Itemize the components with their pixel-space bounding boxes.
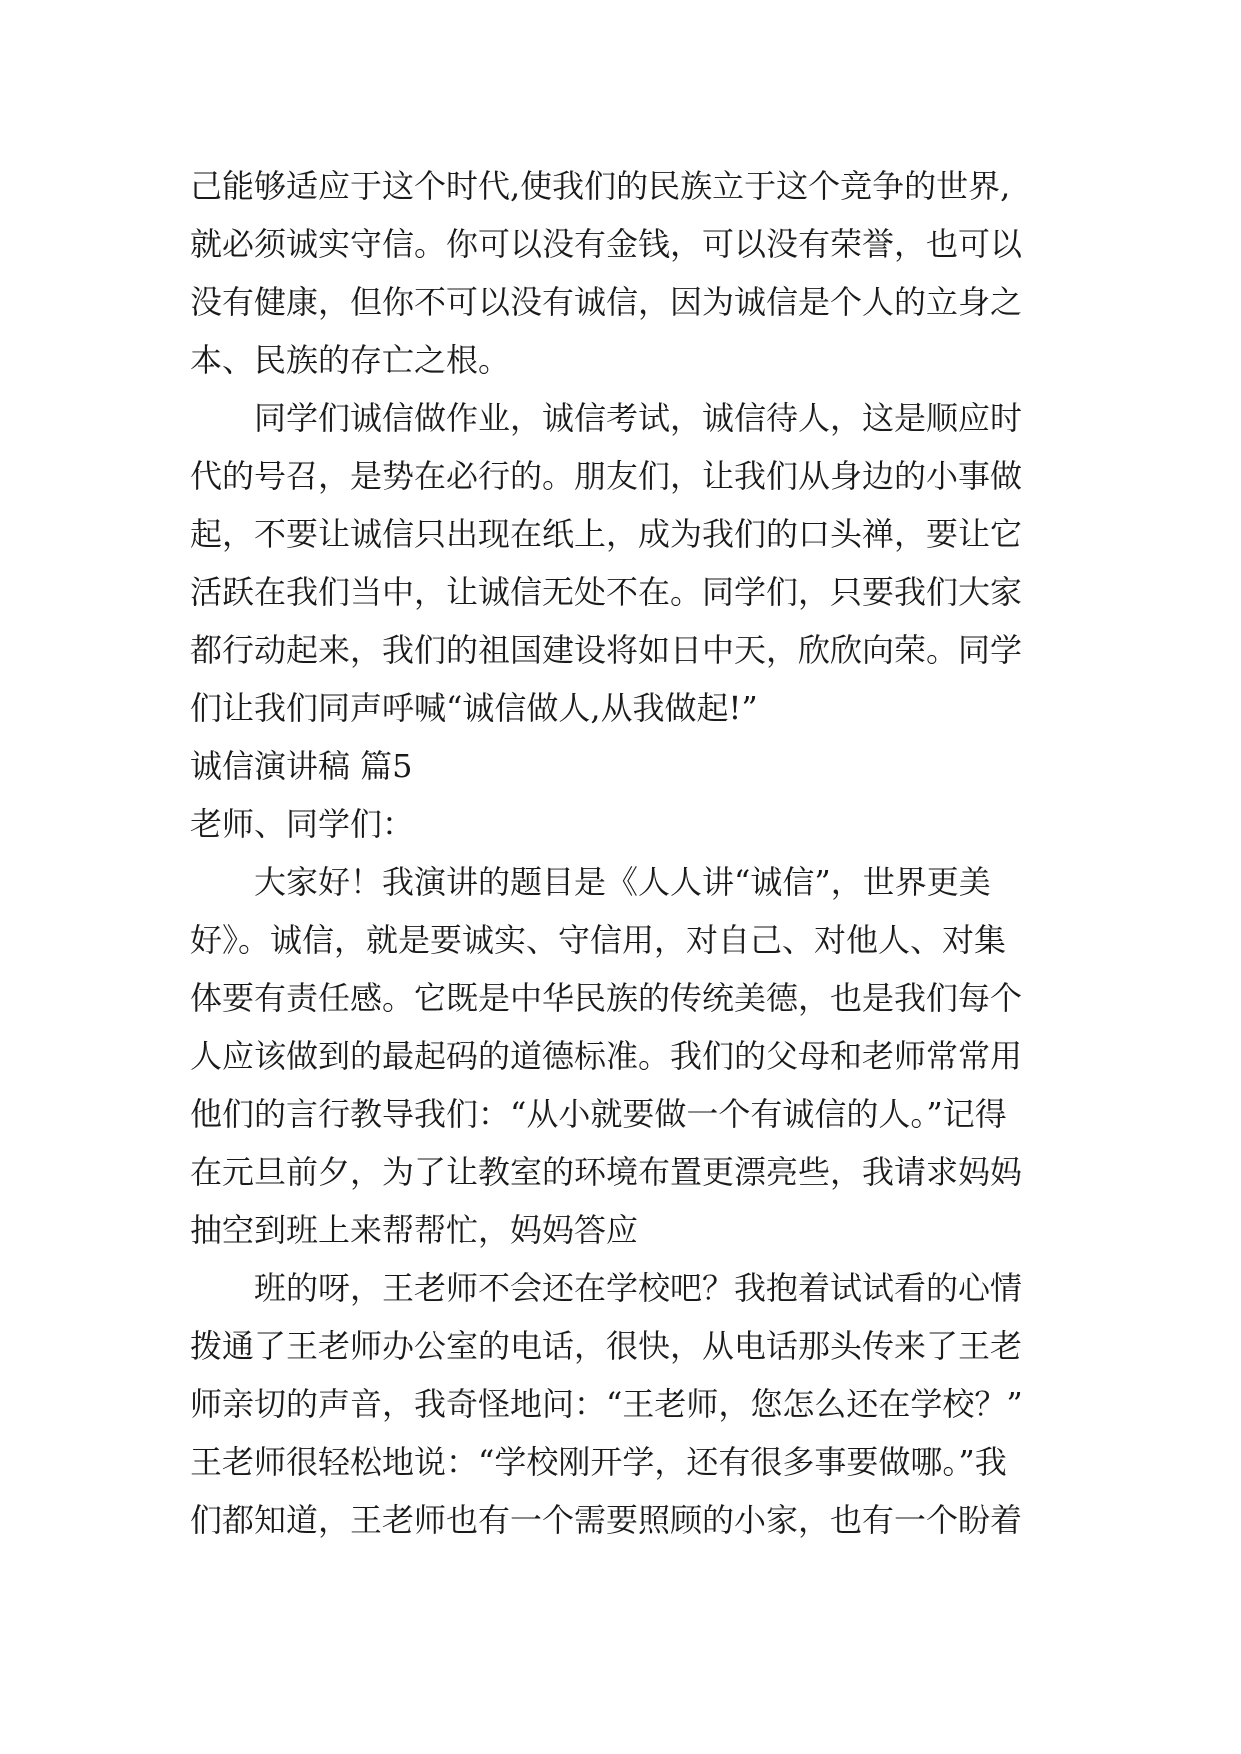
text-line: 起，不要让诚信只出现在纸上，成为我们的口头禅，要让它 (190, 515, 1023, 553)
text-line: 在元旦前夕，为了让教室的环境布置更漂亮些，我请求妈妈 (190, 1153, 1023, 1191)
text-line: 师亲切的声音，我奇怪地问：“王老师，您怎么还在学校？” (190, 1385, 1023, 1423)
text-line: 他们的言行教导我们：“从小就要做一个有诚信的人。”记得 (190, 1095, 1007, 1133)
text-line: 大家好！我演讲的题目是《人人讲“诚信”，世界更美 (254, 863, 991, 901)
text-line: 代的号召，是势在必行的。朋友们，让我们从身边的小事做 (190, 457, 1023, 495)
text-line: 活跃在我们当中，让诚信无处不在。同学们，只要我们大家 (190, 573, 1023, 611)
text-line: 诚信演讲稿 篇5 (190, 747, 413, 785)
text-line: 抽空到班上来帮帮忙，妈妈答应 (190, 1211, 639, 1249)
text-line: 拨通了王老师办公室的电话，很快，从电话那头传来了王老 (190, 1327, 1023, 1365)
text-line: 老师、同学们： (190, 805, 415, 843)
text-line: 体要有责任感。它既是中华民族的传统美德，也是我们每个 (190, 979, 1023, 1017)
text-line: 们都知道，王老师也有一个需要照顾的小家，也有一个盼着 (190, 1501, 1023, 1539)
text-line: 班的呀，王老师不会还在学校吧？我抱着试试看的心情 (254, 1269, 1023, 1307)
text-line: 都行动起来，我们的祖国建设将如日中天，欣欣向荣。同学 (190, 631, 1023, 669)
text-line: 就必须诚实守信。你可以没有金钱，可以没有荣誉，也可以 (190, 225, 1023, 263)
text-line: 本、民族的存亡之根。 (190, 341, 511, 379)
text-line: 己能够适应于这个时代,使我们的民族立于这个竞争的世界, (190, 167, 1011, 205)
text-line: 人应该做到的最起码的道德标准。我们的父母和老师常常用 (190, 1037, 1023, 1075)
text-line: 没有健康，但你不可以没有诚信，因为诚信是个人的立身之 (190, 283, 1023, 321)
text-line: 王老师很轻松地说：“学校刚开学，还有很多事要做哪。”我 (190, 1443, 1007, 1481)
text-line: 同学们诚信做作业，诚信考试，诚信待人，这是顺应时 (254, 399, 1023, 437)
text-line: 们让我们同声呼喊“诚信做人,从我做起!” (190, 689, 758, 727)
document-body (190, 157, 1070, 1549)
text-line: 好》。诚信，就是要诚实、守信用，对自己、对他人、对集 (190, 921, 1007, 959)
